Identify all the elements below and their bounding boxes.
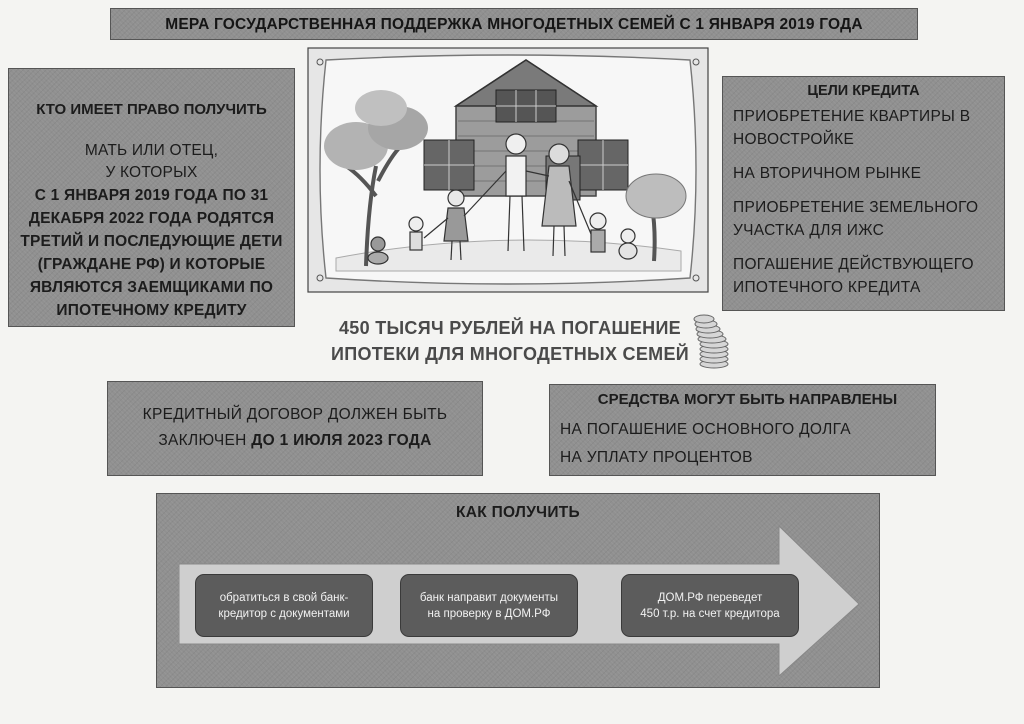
funds-item: НА ПОГАШЕНИЕ ОСНОВНОГО ДОЛГА [560, 421, 851, 438]
family-house-illustration [306, 46, 710, 294]
funds-heading: СРЕДСТВА МОГУТ БЫТЬ НАПРАВЛЕНЫ [597, 391, 898, 408]
eligibility-line2: У КОТОРЫХ [105, 164, 198, 181]
eligibility-intro [9, 140, 294, 184]
contract-deadline-panel [107, 381, 483, 476]
step-2-line1: банк направит документы [419, 591, 559, 604]
step-2-line2: на проверку в ДОМ.РФ [427, 607, 551, 620]
step-1-line1: обратиться в свой банк- [219, 591, 349, 604]
step-3-line1: ДОМ.РФ переведет [657, 591, 763, 604]
step-1-line2: кредитор с документами [218, 607, 350, 620]
contract-line1: КРЕДИТНЫЙ ДОГОВОР ДОЛЖЕН БЫТЬ [142, 406, 448, 423]
illustration-svg [306, 46, 710, 294]
eligibility-heading: КТО ИМЕЕТ ПРАВО ПОЛУЧИТЬ [36, 101, 267, 118]
loan-goal-item: ПРИОБРЕТЕНИЕ ЗЕМЕЛЬНОГО УЧАСТКА ДЛЯ ИЖС [733, 199, 979, 239]
contract-line2-prefix: ЗАКЛЮЧЕН [158, 432, 247, 449]
loan-goal-item: ПРИОБРЕТЕНИЕ КВАРТИРЫ В НОВОСТРОЙКЕ [733, 108, 971, 148]
how-to-get-heading: КАК ПОЛУЧИТЬ [456, 504, 580, 521]
eligibility-conditions: С 1 ЯНВАРЯ 2019 ГОДА ПО 31 ДЕКАБРЯ 2022 ГОДА РОДЯТСЯ ТРЕТИЙ И ПОСЛЕДУЮЩИЕ ДЕТИ (ГРАЖДАНЕ РФ) И КОТОРЫЕ ЯВЛЯЮТСЯ ЗАЕМЩИКАМИ ПО ИПОТЕЧНОМУ КРЕДИТУ [20, 187, 283, 319]
loan-goal-item: НА ВТОРИЧНОМ РЫНКЕ [733, 165, 922, 182]
contract-line2 [108, 428, 482, 454]
step-2 [400, 574, 578, 637]
step-3-line2: 450 т.р. на счет кредитора [640, 607, 780, 620]
subsidy-amount-line2: ИПОТЕКИ ДЛЯ МНОГОДЕТНЫХ СЕМЕЙ [330, 344, 689, 364]
contract-deadline-date: ДО 1 ИЮЛЯ 2023 ГОДА [251, 432, 432, 449]
funds-item: НА УПЛАТУ ПРОЦЕНТОВ [560, 449, 753, 466]
coins-svg [690, 312, 738, 372]
subsidy-amount [320, 315, 700, 367]
page-title: МЕРА ГОСУДАРСТВЕННАЯ ПОДДЕРЖКА МНОГОДЕТНЫХ СЕМЕЙ С 1 ЯНВАРЯ 2019 ГОДА [110, 8, 918, 40]
step-3 [621, 574, 799, 637]
loan-goals-panel [722, 76, 1005, 311]
funds-direction-panel [549, 384, 936, 476]
coins-icon [690, 312, 738, 377]
eligibility-line1: МАТЬ ИЛИ ОТЕЦ, [84, 142, 219, 159]
subsidy-amount-line1: 450 ТЫСЯЧ РУБЛЕЙ НА ПОГАШЕНИЕ [338, 318, 681, 338]
eligibility-panel [8, 68, 295, 327]
loan-goals-heading: ЦЕЛИ КРЕДИТА [807, 83, 920, 99]
how-to-get-panel [156, 493, 880, 688]
step-1 [195, 574, 373, 637]
loan-goal-item: ПОГАШЕНИЕ ДЕЙСТВУЮЩЕГО ИПОТЕЧНОГО КРЕДИТА [733, 256, 974, 296]
